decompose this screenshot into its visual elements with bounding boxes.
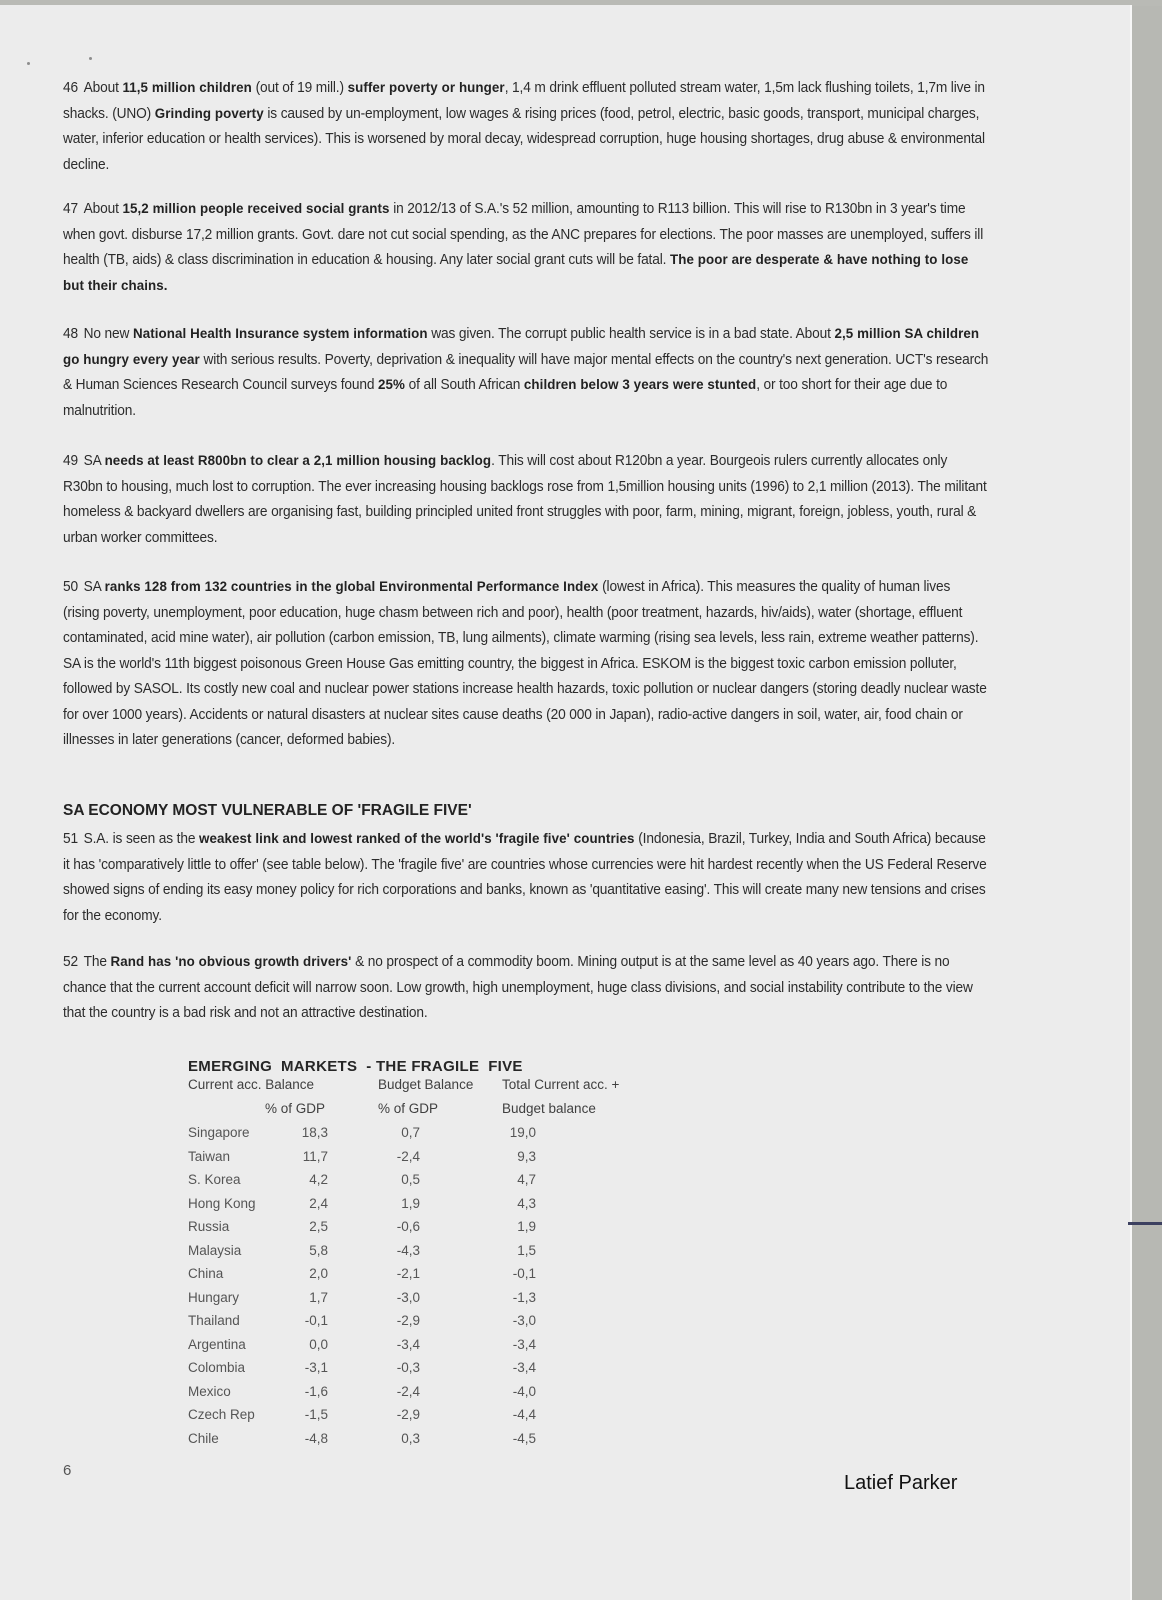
budget-balance-cell: -2,9 <box>396 1313 420 1328</box>
budget-balance-cell: -2,4 <box>396 1148 420 1164</box>
bold-text: The poor are desperate & have nothing to lose but their chains. <box>63 252 969 294</box>
country-cell: Malaysia <box>188 1242 242 1258</box>
paragraph-number: 49 <box>63 453 78 469</box>
budget-balance-cell: -0,6 <box>396 1219 420 1234</box>
total-cell: 1,9 <box>517 1219 536 1234</box>
budget-balance-cell: -2,9 <box>396 1407 420 1422</box>
body-text: was given. The corrupt public health service is in a bad state. About <box>427 326 835 342</box>
total-cell: -4,4 <box>512 1407 536 1422</box>
budget-balance-cell: 1,9 <box>401 1195 420 1211</box>
budget-balance-cell: -0,3 <box>396 1360 420 1375</box>
scan-speck <box>27 62 30 65</box>
budget-balance-cell: 0,5 <box>401 1172 420 1187</box>
body-text: (Indonesia, Brazil, Turkey, India and South Africa) because it has 'comparatively little to offer' (see table below). The 'fragile five' are countries whose currencies were hit hardest recently when the US Federal Reserve showed signs of ending its easy money policy for rich corporations and banks, known as 'quantitative easing'. This will create many new tensions and crises for the economy. <box>63 831 987 924</box>
table-body <box>188 1125 536 1454</box>
total-cell: -1,3 <box>512 1289 536 1305</box>
country-cell: Mexico <box>188 1383 231 1399</box>
country-cell: Chile <box>188 1430 219 1446</box>
body-text: SA <box>83 579 105 595</box>
total-cell: -0,1 <box>512 1266 536 1281</box>
paragraph-number: 51 <box>63 831 78 847</box>
country-cell: Russia <box>188 1219 230 1234</box>
total-cell: -3,0 <box>512 1313 536 1328</box>
section-heading: SA ECONOMY MOST VULNERABLE OF 'FRAGILE FIVE' <box>63 802 472 819</box>
body-text: . This will cost about R120bn a year. Bourgeois rulers currently allocates only R30bn to housing, much lost to corruption. The ever increasing housing backlogs rose from 1,5million housing units (1996) to 2,1 million (2013). The militant homeless & backyard dwellers are organising fast, building principled united front struggles with poor, farm, mining, migrant, foreign, jobless, youth, rural & urban worker committees. <box>63 453 987 546</box>
budget-balance-cell: 0,7 <box>401 1125 420 1140</box>
budget-balance-cell: -2,1 <box>396 1266 420 1281</box>
current-acc-cell: -4,8 <box>304 1430 328 1446</box>
table-row <box>188 1148 536 1173</box>
table-row <box>188 1242 536 1267</box>
current-acc-cell: -1,5 <box>304 1407 328 1422</box>
body-text: (out of 19 mill.) <box>251 80 348 96</box>
paragraph-number: 46 <box>63 80 78 96</box>
paragraph-50 <box>63 575 989 754</box>
total-cell: 1,5 <box>517 1242 536 1258</box>
country-cell: Hungary <box>188 1289 240 1305</box>
budget-balance-cell: -2,4 <box>396 1383 420 1399</box>
header-total: Total Current acc. + <box>502 1077 620 1092</box>
country-cell: Argentina <box>188 1336 246 1352</box>
total-cell: -4,0 <box>512 1383 536 1399</box>
current-acc-cell: 2,4 <box>309 1195 328 1211</box>
budget-balance-cell: -4,3 <box>396 1242 420 1258</box>
country-cell: S. Korea <box>188 1172 241 1187</box>
paragraph-48 <box>63 322 989 424</box>
body-text: of all South African <box>404 377 524 393</box>
table-title: EMERGING MARKETS - THE FRAGILE FIVE <box>188 1058 523 1075</box>
bold-text: National Health Insurance system information <box>132 326 428 342</box>
current-acc-cell: 11,7 <box>302 1148 328 1164</box>
table-row <box>188 1383 536 1408</box>
bold-text: 25% <box>378 377 405 393</box>
table-row <box>188 1430 536 1455</box>
header-current-acc: Current acc. Balance <box>188 1077 315 1092</box>
country-cell: Colombia <box>188 1360 246 1375</box>
header-total-unit: Budget balance <box>502 1101 596 1116</box>
budget-balance-cell: -3,4 <box>396 1336 420 1352</box>
current-acc-cell: 1,7 <box>309 1289 328 1305</box>
country-cell: Taiwan <box>188 1148 231 1164</box>
table-row <box>188 1219 536 1243</box>
header-budget-balance: Budget Balance <box>378 1077 474 1092</box>
country-cell: Singapore <box>188 1125 250 1140</box>
total-cell: 19,0 <box>509 1125 536 1140</box>
current-acc-cell: -3,1 <box>304 1360 328 1375</box>
body-text: SA <box>83 453 105 469</box>
paragraph-number: 47 <box>63 201 78 217</box>
bold-text: 11,5 million children <box>122 80 252 96</box>
paragraph-number: 48 <box>63 326 78 342</box>
paragraph-47 <box>63 197 989 299</box>
total-cell: 4,7 <box>517 1172 536 1187</box>
total-cell: 4,3 <box>517 1195 536 1211</box>
table-row <box>188 1289 536 1314</box>
page-number: 6 <box>63 1462 72 1479</box>
paragraph-number: 52 <box>63 954 78 970</box>
current-acc-cell: -0,1 <box>304 1313 328 1328</box>
body-text: in 2012/13 of S.A.'s 52 million, amounting to R113 billion. This will rise to R130bn in 3 year's time when govt. disburse 17,2 million grants. Govt. dare not cut social spending, as the ANC prepares for elections. The poor masses are unemployed, suffers ill health (TB, aids) & class discrimination in education & housing. Any later social grant cuts will be fatal. <box>63 201 984 268</box>
table-row <box>188 1407 536 1431</box>
body-text: About <box>83 201 123 217</box>
total-cell: -3,4 <box>512 1336 536 1352</box>
total-cell: -4,5 <box>512 1430 536 1446</box>
body-text: is caused by un-employment, low wages & rising prices (food, petrol, electric, basic goods, transport, municipal charges, water, inferior education or health services). This is worsened by moral decay, widespread corruption, huge housing shortages, drug abuse & environmental decline. <box>63 105 985 173</box>
bold-text: Grinding poverty <box>154 105 264 122</box>
current-acc-cell: 2,5 <box>309 1219 328 1234</box>
country-cell: Thailand <box>188 1313 240 1328</box>
paragraph-51 <box>63 827 989 929</box>
paragraph-46 <box>63 76 989 178</box>
fragile-five-table <box>188 1058 620 1454</box>
body-text: & no prospect of a commodity boom. Mining output is at the same level as 40 years ago. There is no chance that the current account deficit will narrow soon. Low growth, high unemployment, huge class divisions, and social instability contribute to the view that the country is a bad risk and not an attractive destination. <box>63 954 973 1021</box>
country-cell: China <box>188 1266 224 1281</box>
budget-balance-cell: 0,3 <box>401 1430 420 1446</box>
current-acc-cell: 0,0 <box>309 1336 328 1352</box>
table-row <box>188 1336 536 1361</box>
bold-text: suffer poverty or hunger <box>347 80 505 96</box>
bold-text: weakest link and lowest ranked of the world's 'fragile five' countries <box>199 831 635 847</box>
table-row <box>188 1172 536 1196</box>
body-text: S.A. is seen as the <box>83 831 200 847</box>
bold-text: 15,2 million people received social grants <box>122 201 390 217</box>
current-acc-cell: -1,6 <box>304 1383 328 1399</box>
total-cell: 9,3 <box>517 1148 536 1164</box>
budget-balance-cell: -3,0 <box>396 1289 420 1305</box>
paragraph-49 <box>63 449 989 551</box>
body-text: , 1,4 m drink effluent polluted stream water, 1,5m lack flushing toilets, 1,7m live in shacks. (UNO) <box>63 80 985 122</box>
bold-text: Rand has 'no obvious growth drivers' <box>110 954 352 970</box>
table-header <box>188 1077 620 1125</box>
table-row <box>188 1313 536 1337</box>
body-text: , or too short for their age due to malnutrition. <box>63 377 948 419</box>
table-row <box>188 1195 536 1220</box>
scan-speck <box>89 57 92 60</box>
total-cell: -3,4 <box>512 1360 536 1375</box>
country-cell: Hong Kong <box>188 1195 256 1211</box>
author-name: Latief Parker <box>844 1472 958 1494</box>
body-text: (lowest in Africa). This measures the quality of human lives (rising poverty, unemployment, poor education, huge chasm between rich and poor), health (poor treatment, hazards, hiv/aids), water (shortage, effluent contaminated, acid mine water), air pollution (carbon emission, TB, lung ailments), climate warming (rising sea levels, less rain, extreme weather patterns). SA is the world's 11th biggest poisonous Green House Gas emitting country, the biggest in Africa. ESKOM is the biggest toxic carbon emission polluter, followed by SASOL. Its costly new coal and nuclear power stations increase health hazards, toxic pollution or nuclear dangers (storing deadly nuclear waste for over 1000 years). Accidents or natural disasters at nuclear sites cause deaths (20 000 in Japan), radio-active dangers in soil, water, air, food chain or illnesses in later generations (cancer, deformed babies). <box>63 579 987 748</box>
bold-text: needs at least R800bn to clear a 2,1 million housing backlog <box>104 453 492 469</box>
current-acc-cell: 4,2 <box>309 1172 328 1187</box>
paragraph-52 <box>63 950 989 1027</box>
table-row <box>188 1360 536 1384</box>
header-current-acc-unit: % of GDP <box>265 1101 326 1116</box>
current-acc-cell: 5,8 <box>309 1242 328 1258</box>
bold-text: ranks 128 from 132 countries in the global Environmental Performance Index <box>104 579 599 595</box>
paragraph-number: 50 <box>63 579 78 595</box>
body-text: About <box>83 80 123 96</box>
body-text: The <box>83 954 111 970</box>
scanner-edge-rule <box>1128 1222 1162 1225</box>
table-row <box>188 1266 536 1290</box>
country-cell: Czech Rep <box>188 1407 255 1422</box>
body-text: No new <box>83 326 133 342</box>
body-text: with serious results. Poverty, deprivation & inequality will have major mental effects on the country's next generation. UCT's research & Human Sciences Research Council surveys found <box>63 351 989 393</box>
table-row <box>188 1125 536 1149</box>
header-budget-balance-unit: % of GDP <box>378 1101 439 1116</box>
bold-text: 2,5 million SA children go hungry every year <box>63 326 980 368</box>
current-acc-cell: 2,0 <box>309 1266 328 1281</box>
current-acc-cell: 18,3 <box>301 1125 328 1140</box>
bold-text: children below 3 years were stunted <box>523 377 757 393</box>
